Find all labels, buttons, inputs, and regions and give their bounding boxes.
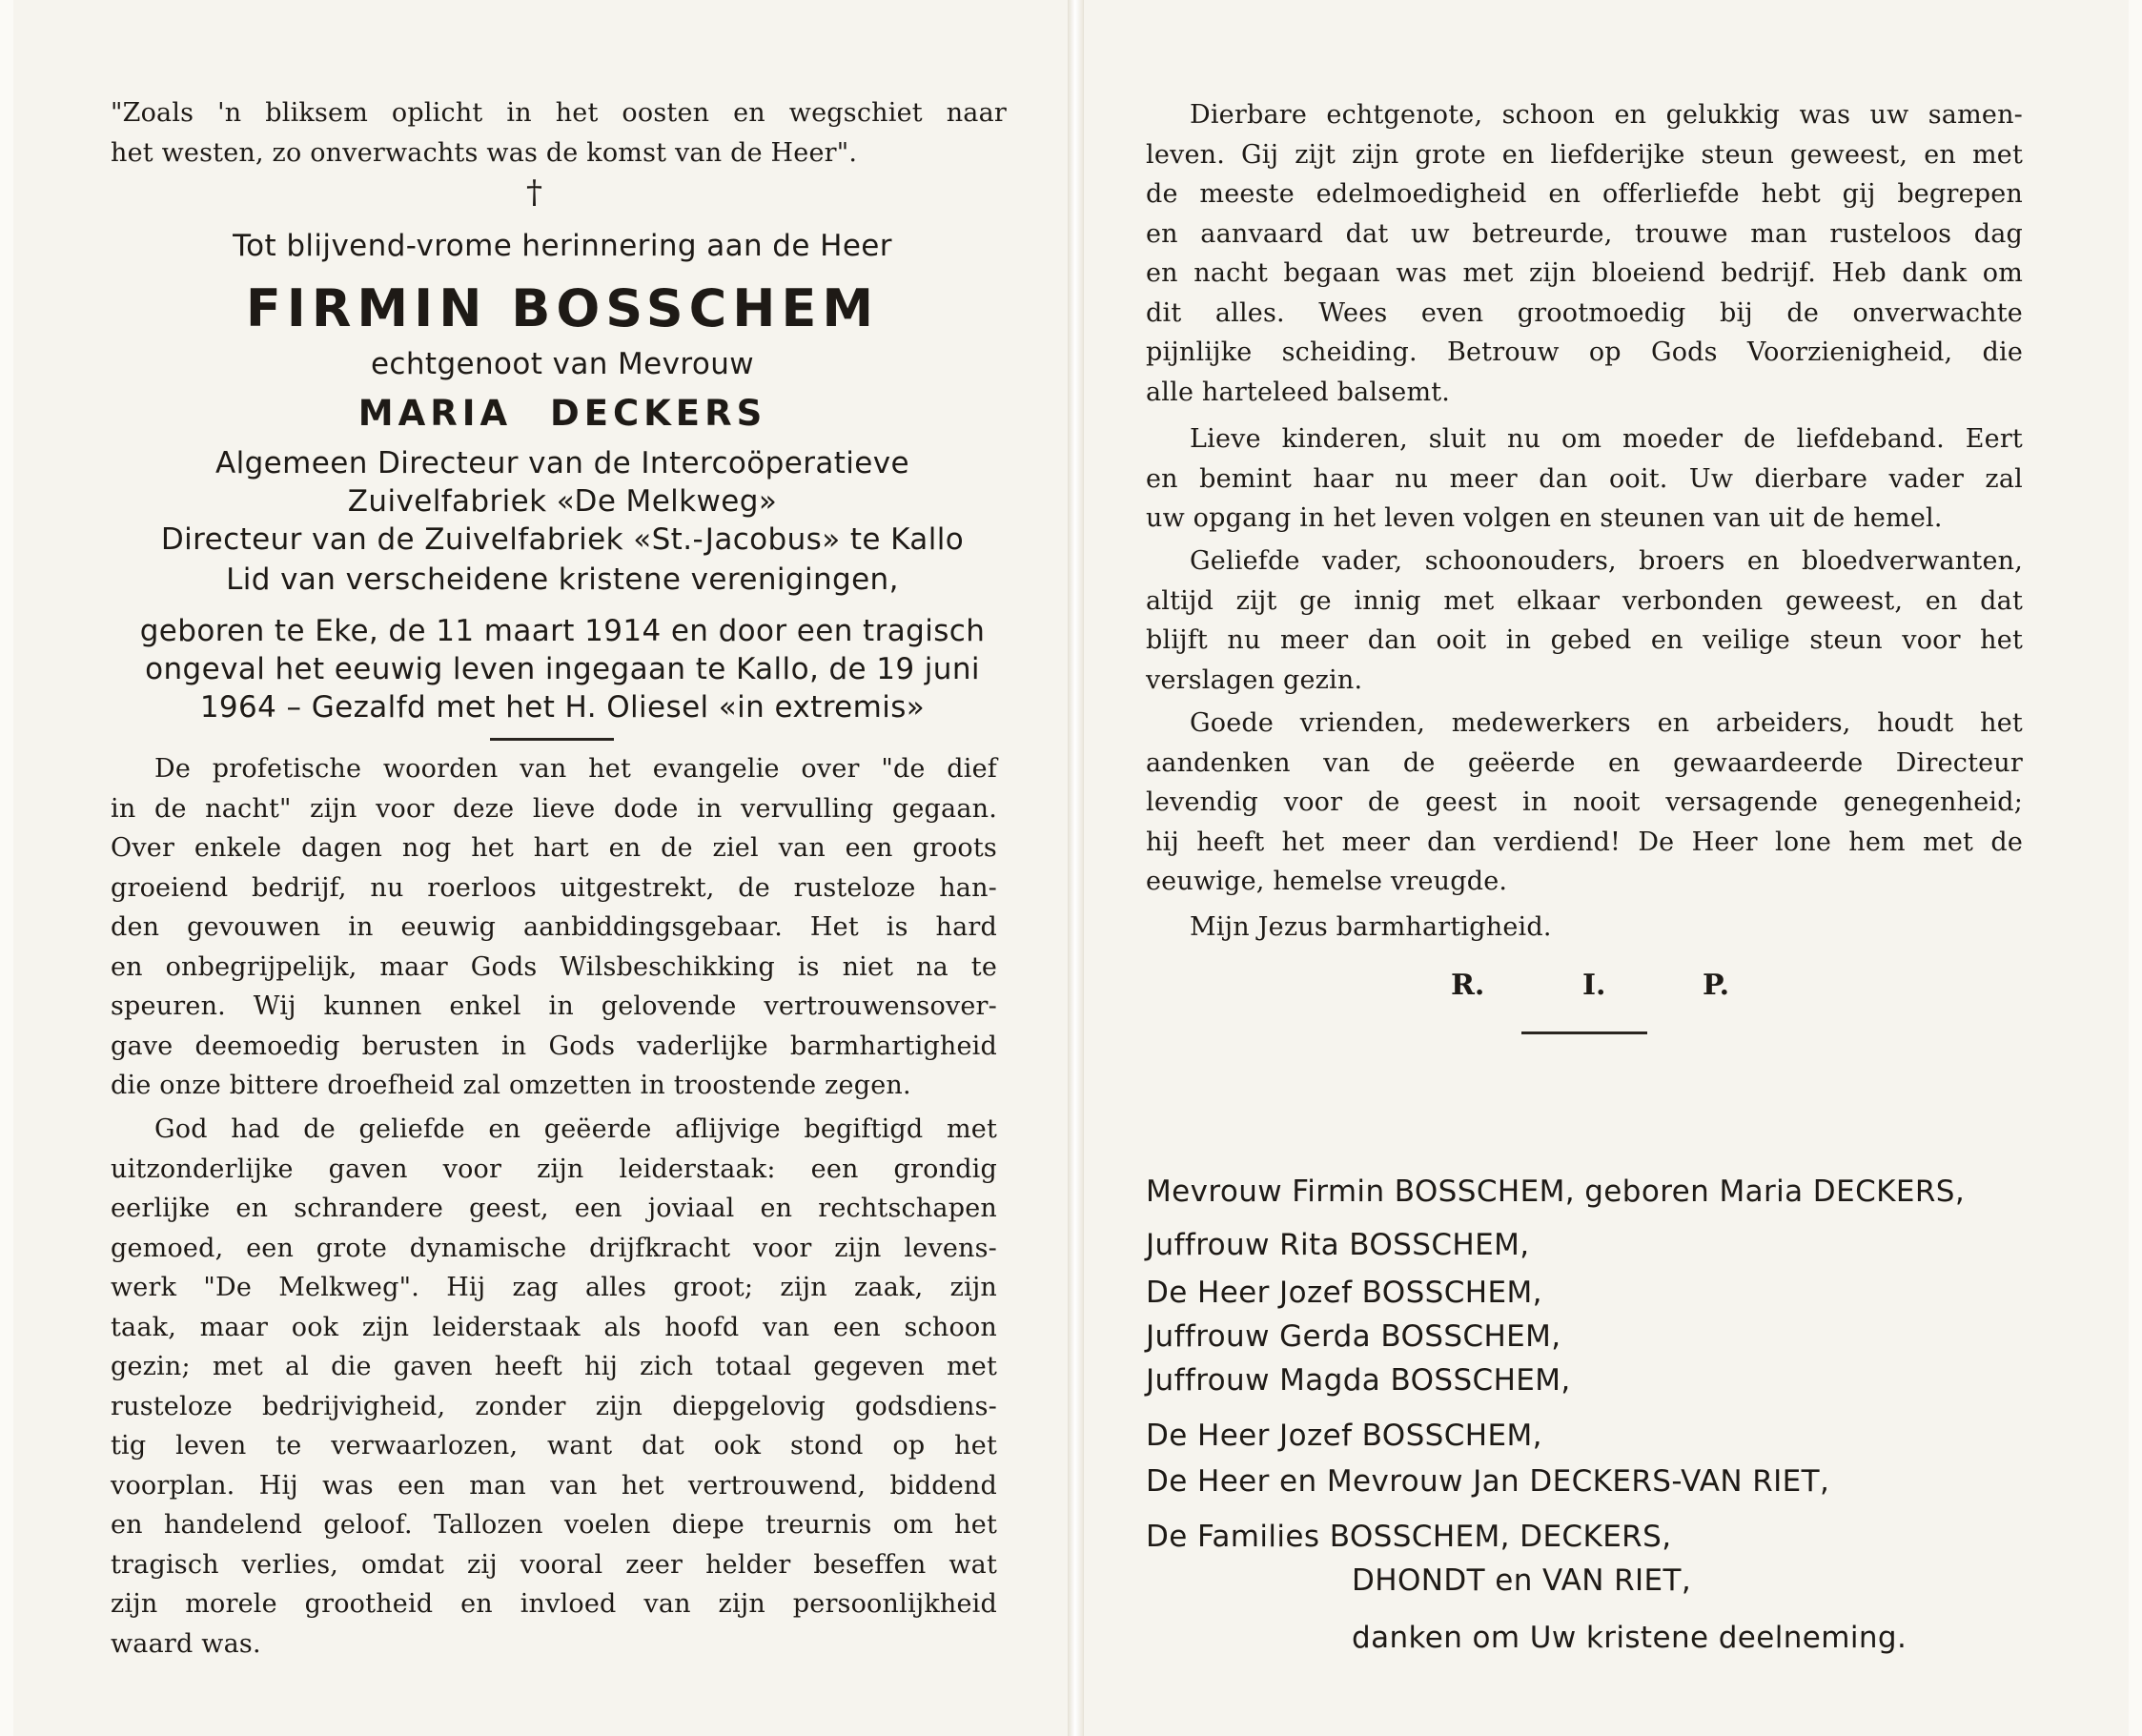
rip-p: P. xyxy=(1703,969,1730,1002)
text-line: waard was. xyxy=(111,1628,261,1659)
family-line: De Heer en Mevrouw Jan DECKERS-VAN RIET, xyxy=(1146,1464,1830,1499)
cross-icon: † xyxy=(526,174,542,212)
deceased-name: FIRMIN BOSSCHEM xyxy=(245,278,880,338)
detail-line: Algemeen Directeur van de Intercoöperatieve xyxy=(214,446,909,480)
text-line: rusteloze bedrijvigheid, zonder zijn diepgelovig godsdiens- xyxy=(111,1391,997,1421)
family-line: DHONDT en VAN RIET, xyxy=(1352,1563,1692,1598)
text-line: tig leven te verwaarlozen, want dat ook stond op het xyxy=(111,1431,997,1460)
text-line: pijnlijke scheiding. Betrouw op Gods Voorzienigheid, die xyxy=(1146,337,2023,367)
text-line: uitzonderlijke gaven voor zijn leiderstaak: een grondig xyxy=(111,1154,997,1184)
text-line: en onbegrijpelijk, maar Gods Wilsbeschikking is niet na te xyxy=(111,951,997,982)
text-line: taak, maar ook zijn leiderstaak als hoofd van een schoon xyxy=(111,1312,997,1342)
text-line: Over enkele dagen nog het hart en de ziel van een groots xyxy=(111,833,997,863)
text-line: Goede vrienden, medewerkers en arbeiders, houdt het xyxy=(1190,708,2023,738)
text-line: eerlijke en schrandere geest, een joviaal en rechtschapen xyxy=(111,1194,997,1223)
text-line: zijn morele grootheid en invloed van zijn persoonlijkheid xyxy=(111,1589,997,1619)
text-line: gezin; met al die gaven heeft hij zich totaal gegeven met xyxy=(111,1352,997,1381)
text-line: De profetische woorden van het evangelie over "de dief xyxy=(154,754,997,784)
right-paragraph-1 xyxy=(1146,95,2023,412)
text-line: en aanvaard dat uw betreurde, trouwe man rusteloos dag xyxy=(1146,218,2023,249)
text-line: die onze bittere droefheid zal omzetten in troostende zegen. xyxy=(111,1071,911,1100)
text-line: werk "De Melkweg". Hij zag alles groot; zijn zaak, zijn xyxy=(111,1273,997,1302)
intro-line: Tot blijvend-vrome herinnering aan de Heer xyxy=(233,229,892,263)
text-line: in de nacht" zijn voor deze lieve dode in vervulling gegaan. xyxy=(111,793,997,824)
text-line: voorplan. Hij was een man van het vertrouwend, biddend xyxy=(111,1470,997,1501)
right-paragraph-2 xyxy=(1146,419,2023,539)
text-line: altijd zijt ge innig met elkaar verbonden geweest, en dat xyxy=(1146,585,2023,616)
right-paragraph-4 xyxy=(1146,704,2023,902)
detail-line: Zuivelfabriek «De Melkweg» xyxy=(347,484,778,519)
text-line: dit alles. Wees even grootmoedig bij de onverwachte xyxy=(1146,297,2023,328)
text-line: eeuwige, hemelse vreugde. xyxy=(1146,867,1508,896)
text-line: Lieve kinderen, sluit nu om moeder de liefdeband. Eert xyxy=(1190,424,2023,454)
detail-line: ongeval het eeuwig leven ingegaan te Kallo, de 19 juni xyxy=(145,652,980,686)
text-line: gemoed, een grote dynamische drijfkracht voor zijn levens- xyxy=(111,1233,997,1263)
detail-line: Lid van verscheidene kristene verenigingen, xyxy=(226,562,899,597)
family-line: Juffrouw Magda BOSSCHEM, xyxy=(1146,1363,1571,1398)
text-line: gave deemoedig berusten in Gods vaderlijke barmhartigheid xyxy=(111,1031,997,1061)
quote-line: "Zoals 'n bliksem oplicht in het oosten en wegschiet naar xyxy=(111,98,1007,128)
text-line: speuren. Wij kunnen enkel in gelovende vertrouwensover- xyxy=(111,991,997,1021)
opening-quote xyxy=(111,93,1007,173)
family-line: De Heer Jozef BOSSCHEM, xyxy=(1146,1419,1542,1453)
text-line: uw opgang in het leven volgen en steunen van uit de hemel. xyxy=(1146,503,1943,533)
text-line: verslagen gezin. xyxy=(1146,664,1363,695)
text-line: hij heeft het meer dan verdiend! De Heer lone hem met de xyxy=(1146,827,2023,857)
text-line: Geliefde vader, schoonouders, broers en bloedverwanten, xyxy=(1190,546,2023,576)
family-line: De Heer Jozef BOSSCHEM, xyxy=(1146,1276,1542,1310)
prayer-line xyxy=(1190,908,1857,948)
text-line: den gevouwen in eeuwig aanbiddingsgebaar. Het is hard xyxy=(111,912,997,942)
text-line: tragisch verlies, omdat zij vooral zeer helder beseffen wat xyxy=(111,1549,997,1580)
left-paragraph-1 xyxy=(111,749,997,1106)
detail-line: geboren te Eke, de 11 maart 1914 en door een tragisch xyxy=(139,614,986,648)
right-paragraph-3 xyxy=(1146,541,2023,700)
text-line: en nacht begaan was met zijn bloeiend bedrijf. Heb dank om xyxy=(1146,258,2023,288)
quote-line: het westen, zo onverwachts was de komst van de Heer". xyxy=(111,137,858,168)
text-line: Mijn Jezus barmhartigheid. xyxy=(1190,912,1552,942)
text-line: en handelend geloof. Tallozen voelen diepe treurnis om het xyxy=(111,1510,997,1540)
text-line: Dierbare echtgenote, schoon en gelukkig was uw samen- xyxy=(1190,100,2023,130)
spouse-intro: echtgenoot van Mevrouw xyxy=(370,347,755,381)
family-line: Juffrouw Rita BOSSCHEM, xyxy=(1146,1228,1530,1262)
family-line: De Families BOSSCHEM, DECKERS, xyxy=(1146,1520,1672,1554)
text-line: en bemint haar nu meer dan ooit. Uw dierbare vader zal xyxy=(1146,463,2023,494)
text-line: blijft nu meer dan ooit in gebed en veilige steun voor het xyxy=(1146,625,2023,655)
text-line: de meeste edelmoedigheid en offerliefde hebt gij begrepen xyxy=(1146,179,2023,209)
family-line: Mevrouw Firmin BOSSCHEM, geboren Maria DECKERS, xyxy=(1146,1174,1966,1209)
card-fold xyxy=(1069,0,1083,1736)
rip-r: R. xyxy=(1451,969,1485,1002)
text-line: aandenken van de geëerde en gewaardeerde Directeur xyxy=(1146,747,2023,778)
left-paragraph-2 xyxy=(111,1110,997,1664)
text-line: alle harteleed balsemt. xyxy=(1146,377,1451,407)
spouse-name: MARIA DECKERS xyxy=(357,393,767,434)
detail-line: Directeur van de Zuivelfabriek «St.-Jacobus» te Kallo xyxy=(160,522,965,557)
detail-line: 1964 – Gezalfd met het H. Oliesel «in extremis» xyxy=(199,690,926,725)
text-line: groeiend bedrijf, nu roerloos uitgestrekt, de rusteloze han- xyxy=(111,872,997,903)
family-line: Juffrouw Gerda BOSSCHEM, xyxy=(1146,1319,1561,1354)
text-line: levendig voor de geest in nooit versagende genegenheid; xyxy=(1146,787,2023,817)
closing-line: danken om Uw kristene deelneming. xyxy=(1352,1621,1907,1655)
divider xyxy=(490,738,614,741)
divider xyxy=(1521,1031,1647,1034)
rip-i: I. xyxy=(1582,969,1606,1002)
text-line: God had de geliefde en geëerde aflijvige begiftigd met xyxy=(154,1114,997,1144)
text-line: leven. Gij zijt zijn grote en liefderijke steun geweest, en met xyxy=(1146,139,2023,170)
